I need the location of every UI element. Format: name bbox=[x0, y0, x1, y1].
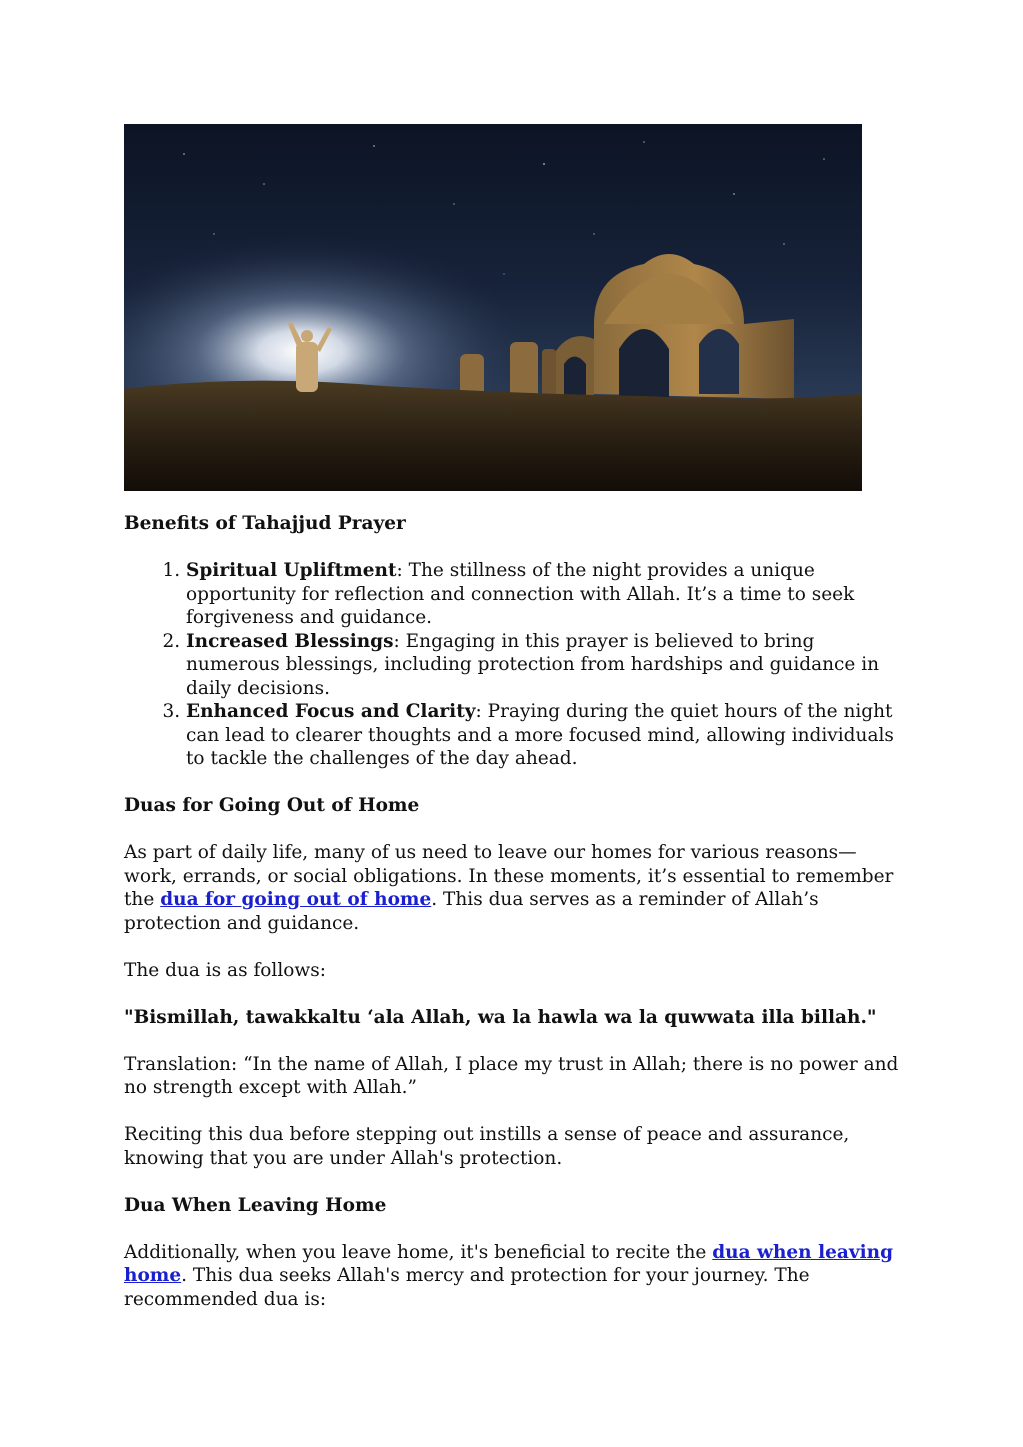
benefit-term: Spiritual Upliftment bbox=[186, 560, 397, 581]
article-content bbox=[124, 512, 904, 1335]
hero-image bbox=[124, 124, 862, 491]
paragraph-text: . This dua seeks Allah's mercy and protection for your journey. The recommended dua is: bbox=[124, 1265, 810, 1310]
benefit-term: Increased Blessings bbox=[186, 630, 394, 652]
dua-intro: The dua is as follows: bbox=[124, 959, 326, 981]
benefit-text: : Engaging in this prayer is believed to bring numerous blessings, including protection from hardships and guidance in daily decisions. bbox=[186, 630, 880, 699]
benefit-text: : Praying during the quiet hours of the night can lead to clearer thoughts and a more focused mind, allowing individuals to tackle the challenges of the day ahead. bbox=[186, 701, 894, 769]
dua-going-out-link[interactable]: dua for going out of home bbox=[160, 889, 432, 910]
list-item bbox=[186, 630, 904, 701]
going-out-heading: Duas for Going Out of Home bbox=[124, 795, 420, 816]
benefit-term: Enhanced Focus and Clarity bbox=[186, 701, 476, 722]
dua-text: "Bismillah, tawakkaltu ‘ala Allah, wa la hawla wa la quwwata illa billah." bbox=[124, 1006, 877, 1028]
dua-leaving-home-link[interactable]: dua when leaving home bbox=[124, 1241, 894, 1286]
dua-benefit-paragraph: Reciting this dua before stepping out instills a sense of peace and assurance, knowing that you are under Allah's protection. bbox=[124, 1124, 850, 1169]
paragraph-text: Additionally, when you leave home, it's beneficial to recite the bbox=[124, 1241, 713, 1263]
leaving-heading: Dua When Leaving Home bbox=[124, 1194, 387, 1216]
paragraph-text: . This dua serves as a reminder of Allah’s protection and guidance. bbox=[124, 889, 819, 934]
benefits-list bbox=[124, 559, 904, 771]
paragraph-text: As part of daily life, many of us need to leave our homes for various reasons—work, errands, or social obligations. In these moments, it’s essential to remember the bbox=[124, 842, 894, 910]
benefits-heading: Benefits of Tahajjud Prayer bbox=[124, 513, 406, 534]
list-item bbox=[186, 700, 904, 771]
dua-translation: Translation: “In the name of Allah, I place my trust in Allah; there is no power and no strength except with Allah.” bbox=[124, 1053, 899, 1098]
leaving-paragraph bbox=[124, 1241, 904, 1312]
benefit-text: : The stillness of the night provides a unique opportunity for reflection and connection with Allah. It’s a time to seek forgiveness and guidance. bbox=[186, 560, 855, 628]
list-item bbox=[186, 559, 904, 630]
going-out-paragraph bbox=[124, 841, 904, 935]
